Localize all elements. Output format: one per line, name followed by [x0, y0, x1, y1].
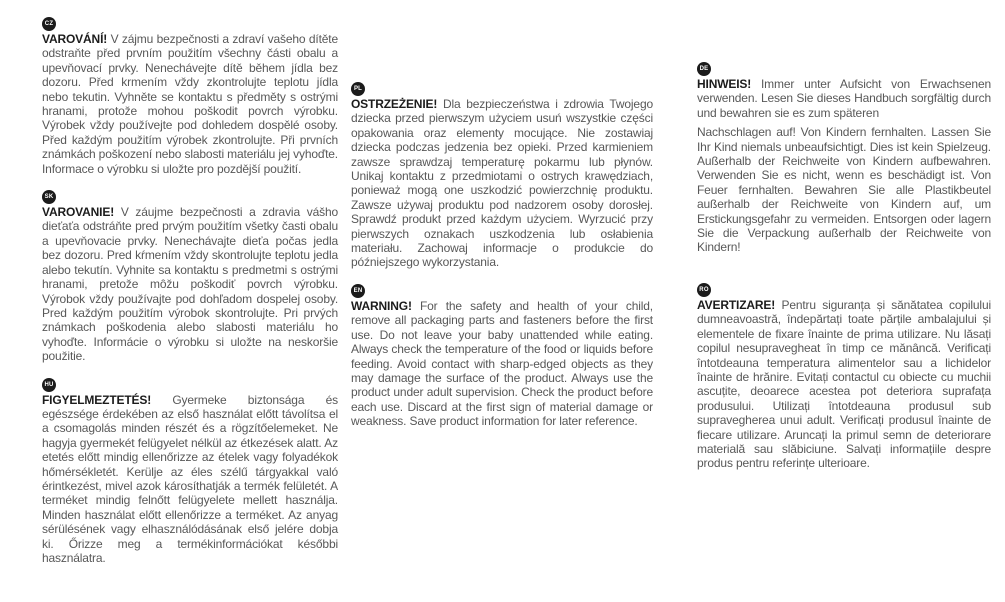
language-badge-ro: RO [697, 283, 711, 297]
warning-paragraph-sk [42, 205, 338, 363]
warning-paragraph-pl [351, 97, 653, 270]
warning-paragraph-cz [42, 32, 338, 176]
warning-paragraph-de-2 [697, 125, 991, 255]
warning-section-de [697, 57, 991, 255]
warning-body-de: Immer unter Aufsicht von Erwachsenen verwenden. Lesen Sie dieses Handbuch sorgfältig durch und bewahren sie es zum späteren [697, 77, 991, 120]
language-badge-en: EN [351, 284, 365, 298]
warning-body-pl: Dla bezpieczeństwa i zdrowia Twojego dziecka przed pierwszym użyciem usuń wszystkie części opakowania oraz elementy mocujące. Nie zostawiaj dziecka podczas jedzenia bez opieki. Przed karmieniem zawsze sprawdzaj temperaturę pokarmu lub płynów. Unikaj kontaktu z przedmiotami o ostrych krawędziach, ponieważ mogą one uszkodzić powierzchnię produktu. Zawsze używaj produktu pod nadzorem osoby dorosłej. Sprawdź produkt przed każdym użyciem. Wyrzucić przy pierwszych oznakach uszkodzenia lub osłabienia materiału. Zachowaj informacje o produkcie do późniejszego wykorzystania. [351, 97, 653, 270]
warning-section-cz [42, 12, 338, 176]
warning-paragraph-de [697, 77, 991, 120]
warning-title-cz: VAROVÁNÍ! [42, 32, 108, 46]
warning-paragraph-en [351, 299, 653, 429]
warning-section-pl [351, 77, 653, 270]
warning-title-de: HINWEIS! [697, 77, 752, 91]
language-badge-de: DE [697, 62, 711, 76]
warning-title-hu: FIGYELMEZTETÉS! [42, 392, 152, 407]
warning-section-ro [697, 278, 991, 471]
warning-body-de-2: Nachschlagen auf! Von Kindern fernhalten. Lassen Sie Ihr Kind niemals unbeaufsichtigt. Dies ist kein Spielzeug. Außerhalb der Reichweite von Kindern aufbewahren. Verwenden Sie es nicht, wenn es beschädigt ist. Von Feuer fernhalten. Bewahren Sie alle Plastikbeutel außerhalb der Reichweite von Kindern auf, um Erstickungsgefahr zu vermeiden. Entsorgen oder lagern Sie die Verpackung außerhalb der Reichweite von Kindern! [697, 125, 991, 255]
warning-title-sk: VAROVANIE! [42, 205, 115, 220]
warning-section-sk [42, 185, 338, 363]
language-badge-pl: PL [351, 82, 365, 96]
warning-body-sk: V záujme bezpečnosti a zdravia vášho dieťaťa odstráňte pred prvým použitím všetky časti obalu a upevňovacie prvky. Nenechávajte dieťa počas jedla bez dozoru. Pred kŕmením vždy skontrolujte teplotu jedla alebo tekutín. Vyhnite sa kontaktu s predmetmi s ostrými hranami, pretože môžu poškodiť povrch výrobku. Výrobok vždy používajte pod dohľadom dospelej osoby. Pred každým použitím výrobok skontrolujte. Pri prvých známkach poškodenia alebo slabosti materiálu ho vyhoďte. Informácie o výrobku si uložte na neskoršie použitie. [42, 205, 338, 364]
column-left [42, 12, 338, 565]
language-badge-hu: HU [42, 378, 56, 392]
warning-title-en: WARNING! [351, 298, 412, 313]
column-middle [351, 77, 653, 429]
language-badge-sk: SK [42, 190, 56, 204]
warning-paragraph-ro [697, 298, 991, 471]
warning-title-ro: AVERTIZARE! [697, 297, 776, 312]
warning-title-pl: OSTRZEŻENIE! [351, 97, 438, 111]
warning-body-hu: Gyermeke biztonsága és egészsége érdekében az első használat előtt távolítsa el a csomagolás minden részét és a rögzítőelemeket. Ne hagyja gyermekét felügyelet nélkül az étkezések alatt. Az etetés előtt mindig ellenőrizze az ételek vagy folyadékok hőmérsékletét. Kerülje az éles szélű tárgyakkal való érintkezést, mivel azok károsíthatják a termék felületét. A terméket mindig felnőtt felügyelete mellett használja. Minden használat előtt ellenőrizze a terméket. Az anyag sérülésének vagy elhasználódásának első jelére dobja ki. Őrizze meg a termékinformációkat későbbi használatra. [42, 392, 338, 565]
warning-section-en [351, 279, 653, 429]
column-right [697, 57, 991, 471]
warning-body-ro: Pentru siguranța și sănătatea copilului dumneavoastră, îndepărtați toate părțile ambalajului și elementele de fixare înainte de prima utilizare. Nu lăsați copilul nesupravegheat în timp ce mănâncă. Verificați întotdeauna temperatura alimentelor sau a lichidelor înainte de hrănire. Evitați contactul cu obiecte cu muchii ascuțite, deoarece acestea pot deteriora suprafața produsului. Utilizați întotdeauna produsul sub supravegherea unui adult. Verificați produsul înainte de fiecare utilizare. Aruncați la primul semn de deteriorare materială sau slăbiciune. Salvați informațiile despre produs pentru referințe ulterioare. [697, 297, 991, 471]
warning-section-hu [42, 373, 338, 566]
warning-body-cz: V zájmu bezpečnosti a zdraví vašeho dítěte odstraňte před prvním použitím všechny části obalu a upevňovací prvky. Nenechávejte dítě během jídla bez dozoru. Před krmením vždy zkontrolujte teplotu jídla nebo tekutin. Vyhněte se kontaktu s předměty s ostrými hranami, protože mohou poškodit povrch výrobku. Výrobek vždy používejte pod dohledem dospělé osoby. Před každým použitím výrobek zkontrolujte. Při prvních známkách poškození nebo slabosti materiálu jej vyhoďte. Informace o výrobku si uložte pro pozdější použití. [42, 32, 338, 176]
warning-paragraph-hu [42, 393, 338, 566]
warning-body-en: For the safety and health of your child, remove all packaging parts and fasteners before the first use. Do not leave your baby unattended while eating. Always check the temperature of the food or liquids before feeding. Avoid contact with sharp-edged objects as they may damage the surface of the product. Always use the product under adult supervision. Check the product before each use. Discard at the first sign of material damage or weakness. Save product information for later reference. [351, 298, 653, 429]
language-badge-cz: CZ [42, 17, 56, 31]
